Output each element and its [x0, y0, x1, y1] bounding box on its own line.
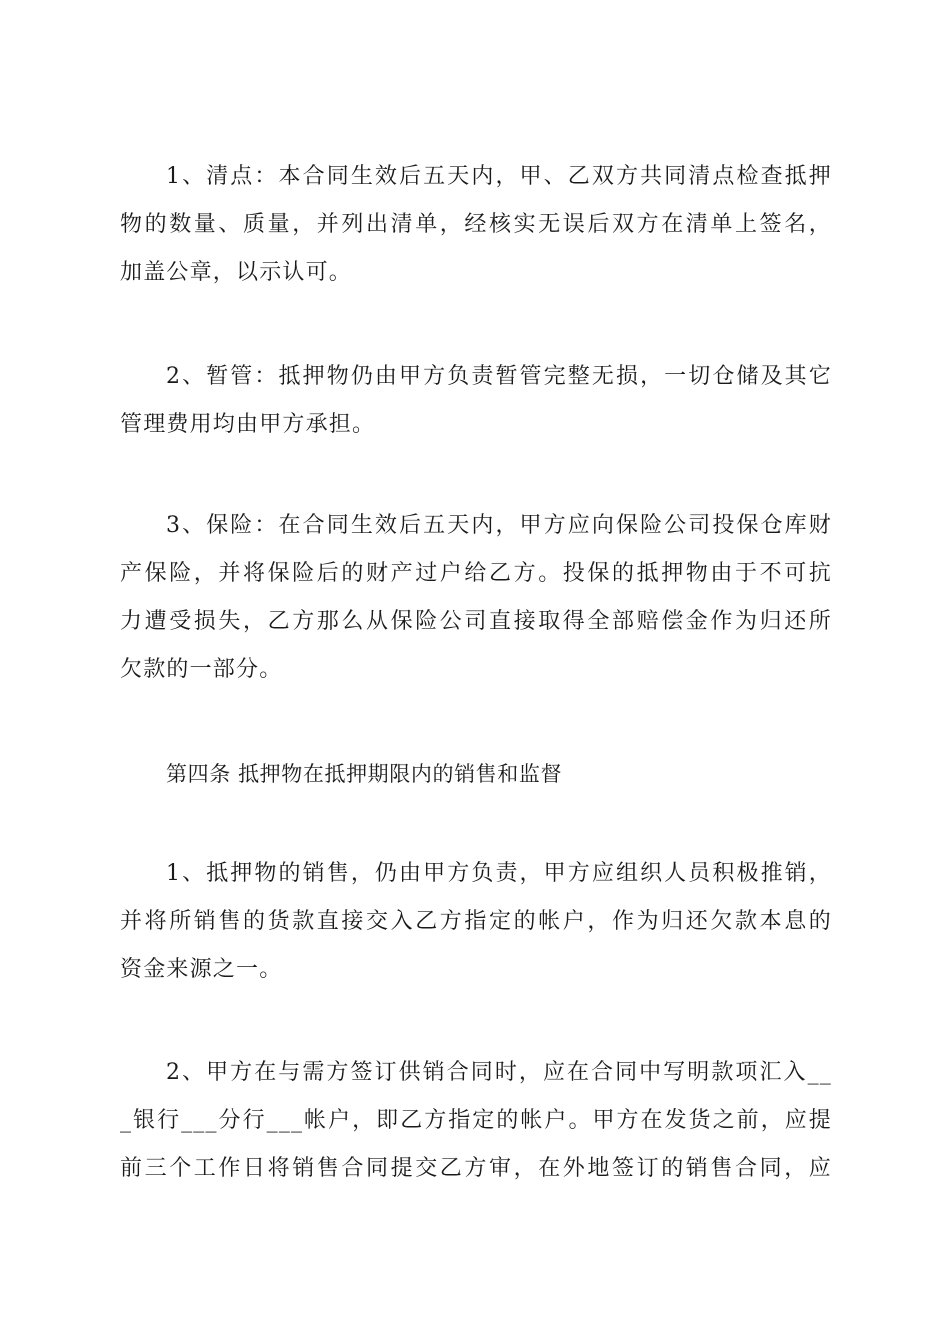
- paragraph-line: 前三个工作日将销售合同提交乙方审，在外地签订的销售合同，应: [120, 1156, 832, 1181]
- paragraph-line: 加盖公章，以示认可。: [120, 260, 353, 285]
- paragraph-line: 物的数量、质量，并列出清单，经核实无误后双方在清单上签名，: [120, 212, 832, 237]
- paragraph-line: 资金来源之一。: [120, 957, 283, 982]
- paragraph-line: 并将所销售的货款直接交入乙方指定的帐户，作为归还欠款本息的: [120, 909, 832, 934]
- paragraph-line: 2、甲方在与需方签订供销合同时，应在合同中写明款项汇入__: [166, 1060, 832, 1085]
- paragraph-line: _银行___分行___帐户，即乙方指定的帐户。甲方在发货之前，应提: [120, 1108, 832, 1133]
- paragraph-line: 3、保险：在合同生效后五天内，甲方应向保险公司投保仓库财: [166, 513, 832, 538]
- paragraph-clause-4-2: [120, 1049, 832, 1193]
- paragraph-line: 1、清点：本合同生效后五天内，甲、乙双方共同清点检查抵押: [166, 164, 832, 189]
- paragraph-line: 2、暂管：抵押物仍由甲方负责暂管完整无损，一切仓储及其它: [166, 364, 832, 389]
- paragraph-line: 管理费用均由甲方承担。: [120, 412, 376, 437]
- article-heading: [120, 750, 832, 798]
- paragraph-clause-3-2: [120, 353, 832, 449]
- paragraph-line: 产保险，并将保险后的财产过户给乙方。投保的抵押物由于不可抗: [120, 561, 832, 586]
- paragraph-clause-3-3: [120, 502, 832, 694]
- paragraph-clause-4-1: [120, 850, 832, 994]
- paragraph-line: 欠款的一部分。: [120, 657, 283, 682]
- paragraph-line: 1、抵押物的销售，仍由甲方负责，甲方应组织人员积极推销，: [166, 861, 832, 886]
- heading-line: 第四条 抵押物在抵押期限内的销售和监督: [166, 762, 563, 786]
- paragraph-line: 力遭受损失，乙方那么从保险公司直接取得全部赔偿金作为归还所: [120, 609, 832, 634]
- paragraph-clause-3-1: [120, 153, 832, 297]
